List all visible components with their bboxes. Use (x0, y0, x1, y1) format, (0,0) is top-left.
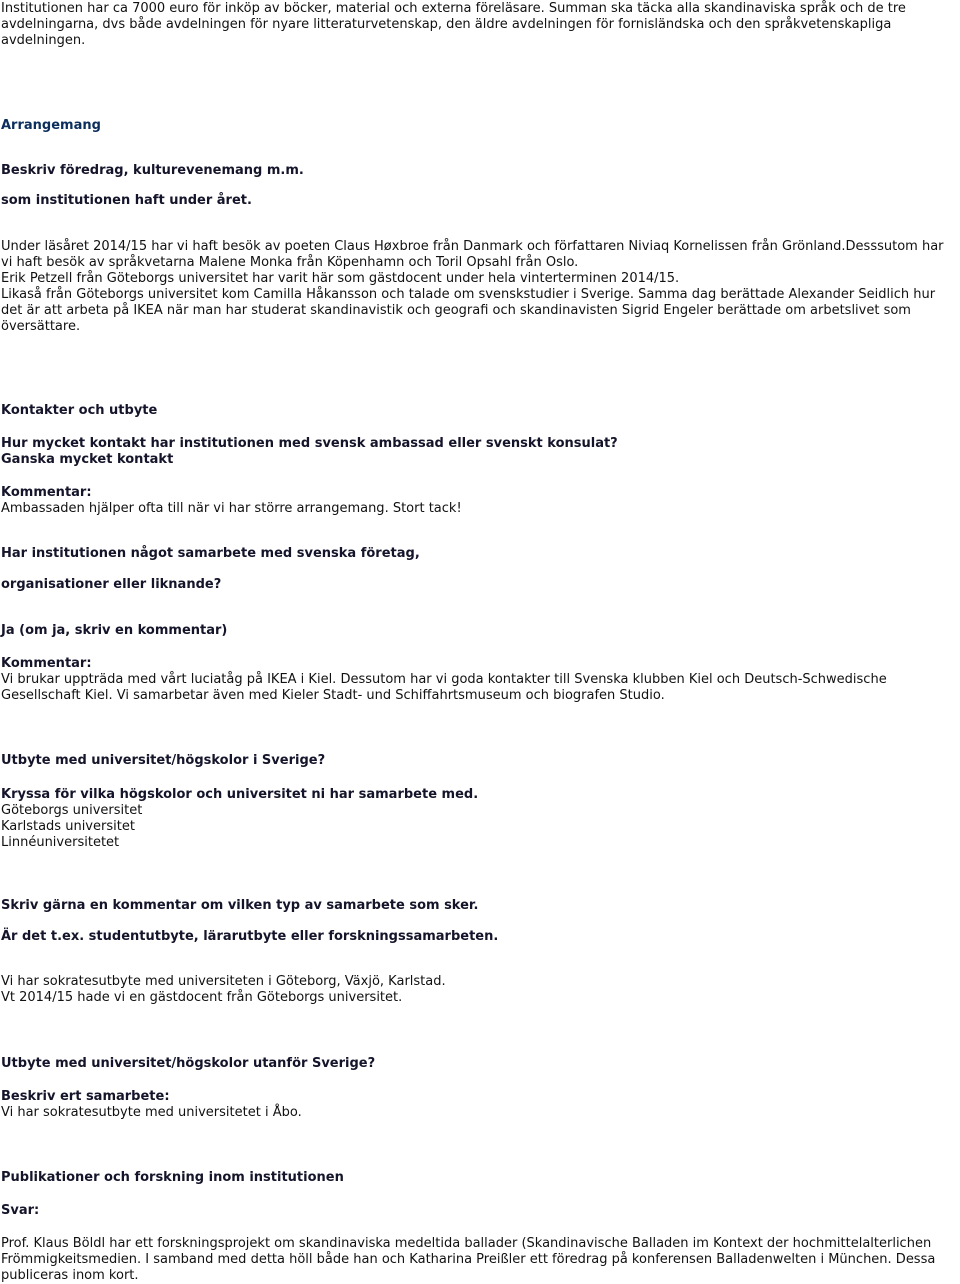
utbyte-utanfor-text: Vi har sokratesutbyte med universitetet i Åbo. (1, 1105, 302, 1120)
list-item: Karlstads universitet (1, 819, 135, 834)
section-heading-utbyte-utanfor: Utbyte med universitet/högskolor utanför Sverige? (1, 1056, 376, 1071)
utbyte-sverige-answer-line2: Vt 2014/15 hade vi en gästdocent från Göteborgs universitet. (1, 990, 403, 1005)
publikationer-label: Svar: (1, 1203, 40, 1218)
utbyte-sverige-answer (1, 974, 956, 1006)
utbyte-sverige-comment-question: Skriv gärna en kommentar om vilken typ av samarbete som sker. (1, 898, 479, 913)
kontakter-question-ambassad: Hur mycket kontakt har institutionen med svensk ambassad eller svenskt konsulat? (1, 436, 618, 451)
publikationer-text: Prof. Klaus Böldl har ett forskningsprojekt om skandinaviska medeltida ballader (Skandinavische Balladen im Kontext der hochmittelalterlichen Frömmigkeitsmedien. I samband med detta höll både han och Katharina Preißler ett föredrag på konferensen Balladenwelten i München. Dessa publiceras inom kort. (1, 1236, 936, 1283)
arrangemang-answer-p3: Likaså från Göteborgs universitet kom Camilla Håkansson och talade om svenskstudier i Sverige. Samma dag berättade Alexander Seidlich hur det är att arbeta på IKEA när man har studerat skandinavistik och geografi och skandinavisten Sigrid Engeler berättade om arbetslivet som översättare. (1, 287, 936, 334)
kommentar-text-2: Vi brukar uppträda med vårt luciatåg på IKEA i Kiel. Dessutom har vi goda kontakter till Svenska klubben Kiel och Deutsch-Schwedische Gesellschaft Kiel. Vi samarbetar även med Kieler Stadt- und Schiffahrtsmuseum och biografen Studio. (1, 672, 887, 703)
kontakter-question-foretag-line2: organisationer eller liknande? (1, 577, 222, 592)
arrangemang-answer-p2: Erik Petzell från Göteborgs universitet har varit här som gästdocent under hela vinterterminen 2014/15. (1, 271, 680, 286)
list-item: Linnéuniversitetet (1, 835, 120, 850)
kommentar-label-2: Kommentar: (1, 656, 92, 671)
arrangemang-answer (1, 239, 956, 335)
section-heading-publikationer: Publikationer och forskning inom institutionen (1, 1170, 344, 1185)
utbyte-sverige-answer-line1: Vi har sokratesutbyte med universiteten i Göteborg, Växjö, Karlstad. (1, 974, 446, 989)
utbyte-utanfor-label: Beskriv ert samarbete: (1, 1089, 170, 1104)
intro-paragraph: Institutionen har ca 7000 euro för inköp av böcker, material och externa föreläsare. Summan ska täcka alla skandinaviska språk och de tre avdelningarna, dvs både avdelningen för nyare litteraturvetenskap, den äldre avdelningen för fornisländska och den språkvetenskapliga avdelningen. (1, 1, 906, 48)
kontakter-question-foretag: Har institutionen något samarbete med svenska företag, (1, 546, 420, 561)
kontakter-answer-foretag: Ja (om ja, skriv en kommentar) (1, 623, 228, 638)
arrangemang-question: Beskriv föredrag, kulturevenemang m.m. (1, 163, 304, 178)
university-list (1, 803, 956, 851)
section-heading-kontakter: Kontakter och utbyte (1, 403, 158, 418)
section-heading-utbyte-sverige: Utbyte med universitet/högskolor i Sverige? (1, 753, 326, 768)
kommentar-label-1: Kommentar: (1, 485, 92, 500)
arrangemang-question-line2: som institutionen haft under året. (1, 193, 252, 208)
kontakter-answer-ambassad: Ganska mycket kontakt (1, 452, 174, 467)
utbyte-sverige-comment-question-line2: Är det t.ex. studentutbyte, lärarutbyte eller forskningssamarbeten. (1, 929, 499, 944)
kommentar-text-1: Ambassaden hjälper ofta till när vi har större arrangemang. Stort tack! (1, 501, 462, 516)
section-heading-arrangemang: Arrangemang (1, 118, 101, 133)
utbyte-sverige-question: Kryssa för vilka högskolor och universitet ni har samarbete med. (1, 787, 479, 802)
list-item: Göteborgs universitet (1, 803, 143, 818)
arrangemang-answer-p1: Under läsåret 2014/15 har vi haft besök av poeten Claus Høxbroe från Danmark och författaren Niviaq Kornelissen från Grönland.Desssutom har vi haft besök av språkvetarna Malene Monka från Köpenhamn och Toril Opsahl från Oslo. (1, 239, 944, 270)
